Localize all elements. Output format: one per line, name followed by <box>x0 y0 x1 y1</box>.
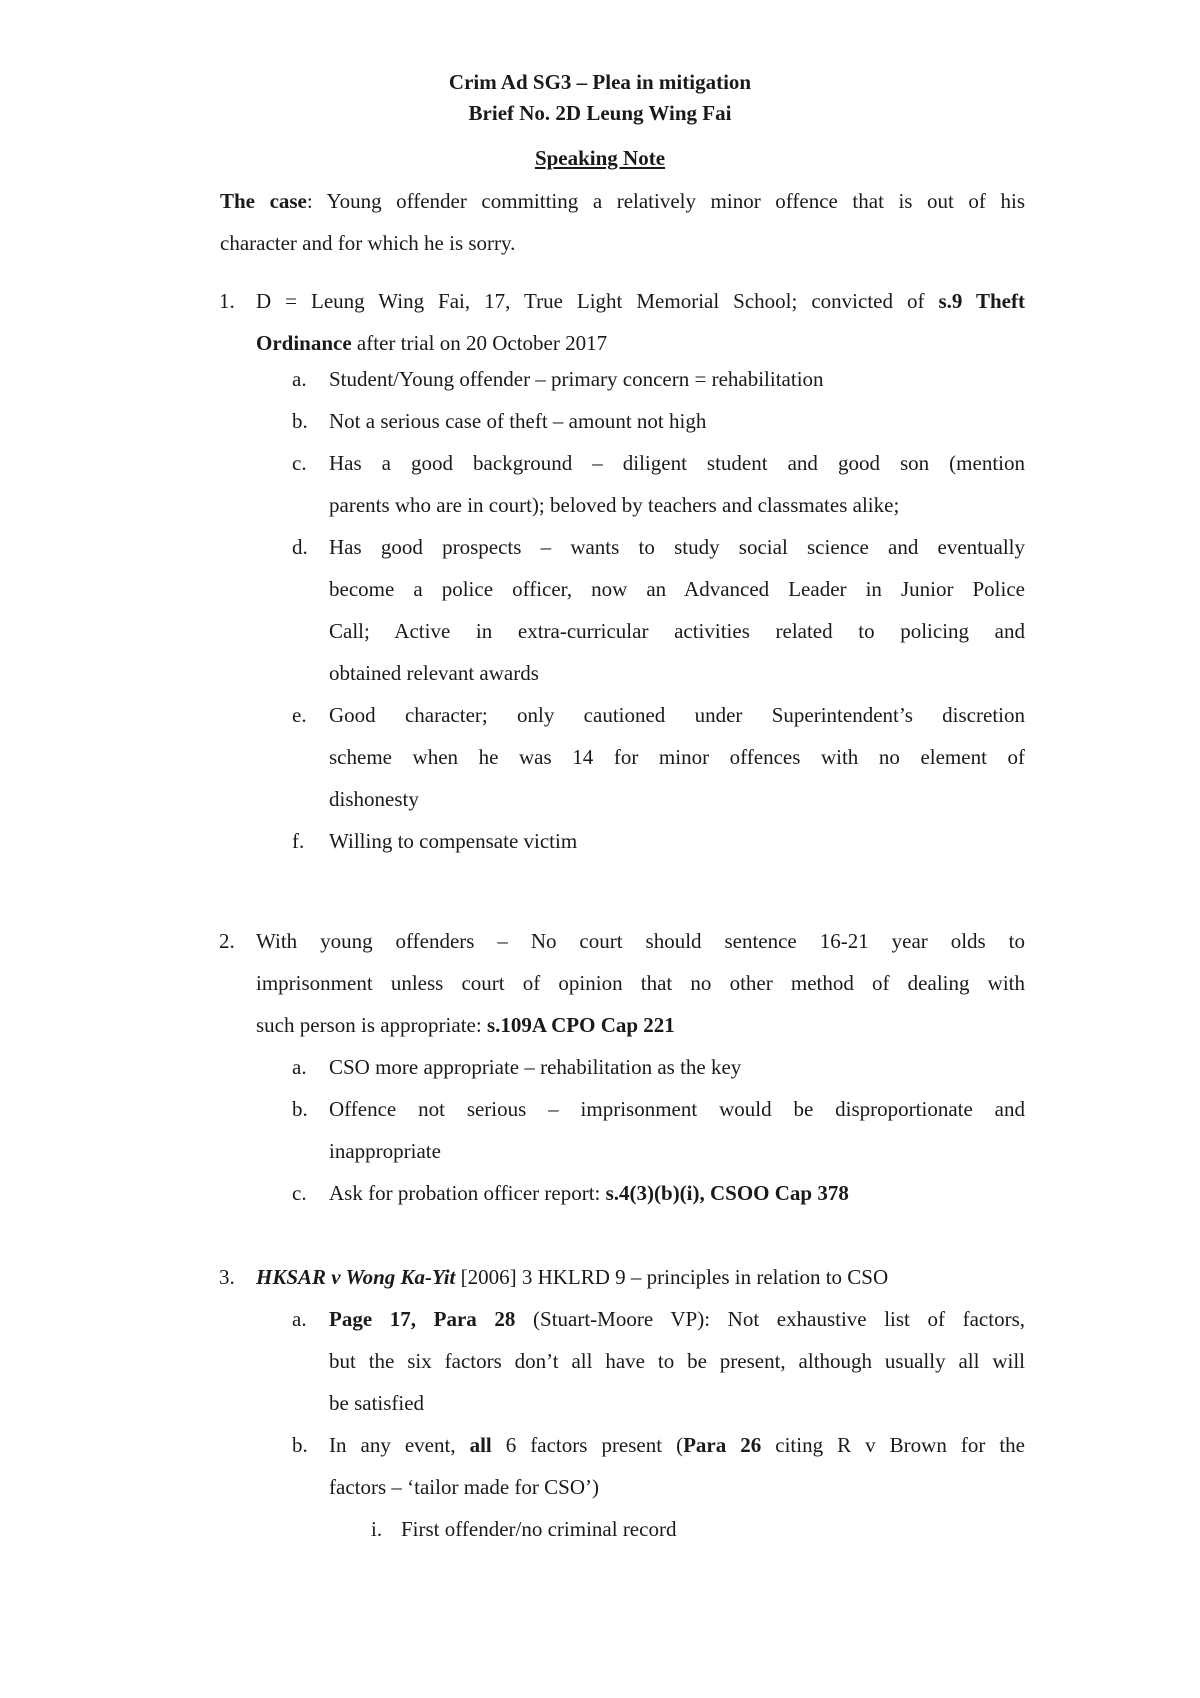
item-2-number: 2. <box>219 929 235 953</box>
item-3b-i-numeral: i. <box>371 1517 383 1541</box>
item-1-text: D = Leung Wing Fai, 17, True Light Memorial School; convicted of s.9 Theft Ordinance after trial on 20 October 2017 <box>256 289 1025 355</box>
item-1f-letter: f. <box>292 829 305 853</box>
case-summary-line1: The case: Young offender committing a relatively minor offence that is out of his <box>220 189 1025 213</box>
item-2a-letter: a. <box>292 1055 307 1079</box>
item-3a-text: Page 17, Para 28 (Stuart-Moore VP): Not exhaustive list of factors, but the six factors don’t all have to be present, although usually all will be satisfied <box>329 1307 1026 1415</box>
item-3-text: HKSAR v Wong Ka-Yit [2006] 3 HKLRD 9 – principles in relation to CSO <box>256 1265 889 1289</box>
document-title: Crim Ad SG3 – Plea in mitigation <box>448 70 752 94</box>
item-3a-letter: a. <box>292 1307 307 1331</box>
item-1b-letter: b. <box>292 409 308 433</box>
item-1c-text: Has a good background – diligent student and good son (mention parents who are in court); beloved by teachers and classmates alike; <box>329 451 1025 517</box>
item-2b-letter: b. <box>292 1097 308 1121</box>
item-3b-text: In any event, all 6 factors present (Para 26 citing R v Brown for the factors – ‘tailor made for CSO’) <box>329 1433 1025 1499</box>
item-1d-text: Has good prospects – wants to study social science and eventually become a police officer, now an Advanced Leader in Junior Police Call; Active in extra-curricular activities related to policing and obtained relevant awards <box>329 535 1025 685</box>
item-1b-text: Not a serious case of theft – amount not high <box>329 409 707 433</box>
item-2c-letter: c. <box>292 1181 307 1205</box>
item-1e-text: Good character; only cautioned under Superintendent’s discretion scheme when he was 14 for minor offences with no element of dishonesty <box>329 703 1025 811</box>
item-1f-text: Willing to compensate victim <box>329 829 578 853</box>
case-summary <box>220 180 1025 264</box>
item-3-number: 3. <box>219 1265 235 1289</box>
item-1e-letter: e. <box>292 703 307 727</box>
brief-title: Brief No. 2D Leung Wing Fai <box>468 101 732 125</box>
item-3b-letter: b. <box>292 1433 308 1457</box>
speaking-note-heading <box>0 146 1200 171</box>
item-1d-letter: d. <box>292 535 308 559</box>
item-3b-i-text: First offender/no criminal record <box>401 1517 677 1541</box>
case-summary-line2: character and for which he is sorry. <box>220 231 516 255</box>
case-label: The case <box>220 189 307 213</box>
item-2a-text: CSO more appropriate – rehabilitation as the key <box>329 1055 742 1079</box>
item-1a-letter: a. <box>292 367 307 391</box>
item-1-number: 1. <box>219 289 235 313</box>
case-name: HKSAR v Wong Ka-Yit <box>256 1265 456 1289</box>
item-2c-text: Ask for probation officer report: s.4(3)(b)(i), CSOO Cap 378 <box>329 1181 849 1205</box>
item-1a-text: Student/Young offender – primary concern = rehabilitation <box>329 367 824 391</box>
item-2-text: With young offenders – No court should sentence 16-21 year olds to imprisonment unless court of opinion that no other method of dealing with such person is appropriate: s.109A CPO Cap 221 <box>256 929 1025 1037</box>
item-1c-letter: c. <box>292 451 307 475</box>
item-2b-text: Offence not serious – imprisonment would be disproportionate and inappropriate <box>329 1097 1025 1163</box>
speaking-note-label: Speaking Note <box>534 146 666 170</box>
